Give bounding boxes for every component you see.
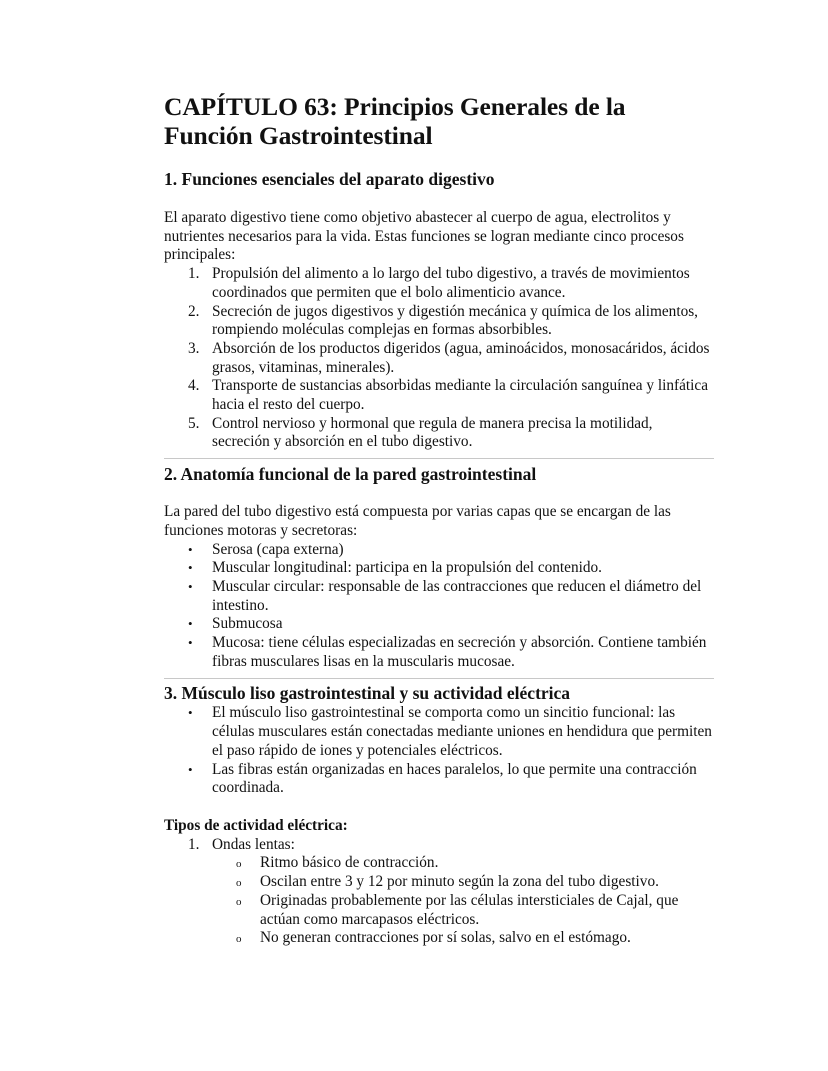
section-heading: 1. Funciones esenciales del aparato digestivo bbox=[164, 169, 495, 189]
list-item-text: Ritmo básico de contracción. bbox=[260, 854, 439, 872]
list-item-text: Absorción de los productos digeridos (agua, aminoácidos, monosacáridos, ácidos grasos, vitaminas, minerales). bbox=[212, 339, 710, 376]
list-item bbox=[164, 873, 714, 892]
circle-bullet-icon: o bbox=[236, 877, 242, 890]
bullet-icon: • bbox=[188, 560, 193, 576]
list-item bbox=[164, 615, 714, 634]
list-item-text: Originadas probablemente por las células intersticiales de Cajal, que actúan como marcapasos eléctricos. bbox=[260, 891, 679, 928]
list-number: 3. bbox=[188, 339, 200, 357]
list-item-text: Transporte de sustancias absorbidas mediante la circulación sanguínea y linfática hacia el resto del cuerpo. bbox=[212, 377, 708, 414]
list-item-text: Mucosa: tiene células especializadas en secreción y absorción. Contiene también fibras musculares lisas en la muscularis mucosae. bbox=[212, 634, 707, 670]
numbered-list bbox=[164, 836, 714, 855]
numbered-list bbox=[164, 265, 714, 452]
list-item bbox=[164, 929, 714, 948]
list-number: 2. bbox=[188, 302, 200, 320]
bullet-list bbox=[164, 541, 714, 672]
nested-bullet-list bbox=[164, 854, 714, 948]
list-item bbox=[164, 836, 714, 855]
list-number: 1. bbox=[188, 835, 200, 853]
section-3 bbox=[164, 683, 714, 947]
section-1 bbox=[164, 169, 714, 452]
section-heading: 2. Anatomía funcional de la pared gastrointestinal bbox=[164, 464, 537, 485]
list-item-text: Propulsión del alimento a lo largo del tubo digestivo, a través de movimientos coordinados que permiten que el bolo alimenticio avance. bbox=[212, 265, 690, 301]
bullet-icon: • bbox=[188, 541, 193, 557]
list-item bbox=[164, 415, 714, 452]
list-item-text: Muscular longitudinal: participa en la propulsión del contenido. bbox=[212, 559, 602, 577]
document-page bbox=[164, 92, 714, 948]
bullet-icon: • bbox=[188, 616, 193, 632]
section-intro: La pared del tubo digestivo está compuesta por varias capas que se encargan de las funciones motoras y secretoras: bbox=[164, 503, 671, 539]
list-item bbox=[164, 303, 714, 340]
bullet-icon: • bbox=[188, 761, 193, 777]
list-item-text: Muscular circular: responsable de las contracciones que reducen el diámetro del intestino. bbox=[212, 577, 702, 614]
list-item bbox=[164, 704, 714, 760]
bullet-icon: • bbox=[188, 578, 193, 594]
list-number: 4. bbox=[188, 377, 200, 395]
section-intro: El aparato digestivo tiene como objetivo abastecer al cuerpo de agua, electrolitos y nutrientes necesarios para la vida. Estas funciones se logran mediante cinco procesos principales: bbox=[164, 209, 684, 264]
list-item-text: Serosa (capa externa) bbox=[212, 540, 344, 558]
list-item-text: No generan contracciones por sí solas, salvo en el estómago. bbox=[260, 929, 631, 947]
list-item bbox=[164, 578, 714, 615]
list-item-text: Control nervioso y hormonal que regula de manera precisa la motilidad, secreción y absorción en el tubo digestivo. bbox=[212, 414, 653, 451]
section-heading: 3. Músculo liso gastrointestinal y su actividad eléctrica bbox=[164, 683, 571, 704]
list-item bbox=[164, 377, 714, 414]
list-number: 5. bbox=[188, 414, 200, 432]
section-divider bbox=[164, 678, 714, 679]
list-item-text: El músculo liso gastrointestinal se comporta como un sincitio funcional: las células musculares están conectadas mediante uniones en hendidura que permiten el paso rápido de iones y potenciales eléctricos. bbox=[212, 704, 712, 759]
section-2 bbox=[164, 464, 714, 671]
bullet-icon: • bbox=[188, 635, 193, 651]
list-item bbox=[164, 854, 714, 873]
list-item bbox=[164, 892, 714, 929]
bullet-list bbox=[164, 704, 714, 798]
circle-bullet-icon: o bbox=[236, 895, 242, 908]
list-item bbox=[164, 634, 714, 671]
list-item-text: Secreción de jugos digestivos y digestión mecánica y química de los alimentos, rompiendo moléculas complejas en formas absorbibles. bbox=[212, 302, 698, 339]
list-item bbox=[164, 559, 714, 578]
circle-bullet-icon: o bbox=[236, 858, 242, 871]
list-item bbox=[164, 761, 714, 798]
subheading: Tipos de actividad eléctrica: bbox=[164, 816, 348, 834]
list-item-text: Submucosa bbox=[212, 615, 283, 633]
list-item bbox=[164, 265, 714, 302]
section-divider bbox=[164, 458, 714, 459]
circle-bullet-icon: o bbox=[236, 933, 242, 946]
bullet-icon: • bbox=[188, 705, 193, 721]
list-item bbox=[164, 340, 714, 377]
list-item-text: Ondas lentas: bbox=[212, 835, 295, 853]
chapter-title: CAPÍTULO 63: Principios Generales de la Función Gastrointestinal bbox=[164, 92, 626, 150]
list-item-text: Oscilan entre 3 y 12 por minuto según la zona del tubo digestivo. bbox=[260, 873, 659, 891]
list-item bbox=[164, 541, 714, 560]
list-number: 1. bbox=[188, 265, 200, 283]
list-item-text: Las fibras están organizadas en haces paralelos, lo que permite una contracción coordinada. bbox=[212, 760, 697, 797]
